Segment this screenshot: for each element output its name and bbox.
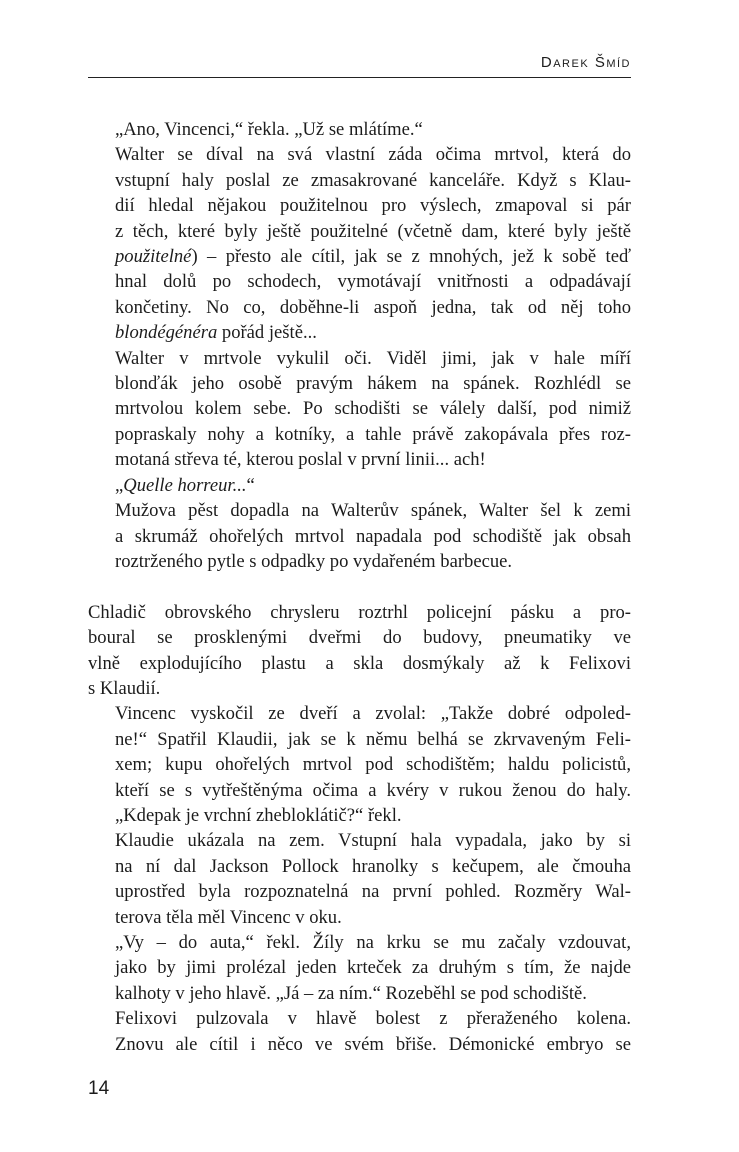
paragraph	[88, 346, 631, 473]
paragraph	[88, 1006, 631, 1057]
section-break	[88, 574, 631, 599]
body-text	[88, 117, 631, 1057]
text-line: vstupní haly poslal ze zmasakrované kanceláře. Když s Klau-	[115, 169, 631, 191]
text-line: jako by jimi prolézal jeden krteček za druhým s tím, že najde	[115, 957, 631, 979]
text-line: Mužova pěst dopadla na Walterův spánek, Walter šel k zemi	[115, 500, 631, 522]
paragraph	[88, 473, 631, 498]
text-line: „Ano, Vincenci,“ řekla. „Už se mlátíme.“	[115, 119, 423, 140]
header-rule	[88, 77, 631, 78]
paragraph	[88, 828, 631, 930]
text-line: Felixovi pulzovala v hlavě bolest z přeraženého kolena.	[115, 1008, 631, 1030]
text-line: s Klaudií.	[88, 677, 161, 699]
text-line: terova těla měl Vincenc v oku.	[115, 906, 342, 928]
text-line: roztrženého pytle s odpadky po vydařeném barbecue.	[115, 550, 513, 572]
text-line: Klaudie ukázala na zem. Vstupní hala vypadala, jako by si	[115, 830, 631, 852]
text-line: z těch, které byly ještě použitelné (včetně dam, které byly ještě	[115, 220, 631, 242]
paragraph	[88, 600, 631, 702]
paragraph	[88, 117, 631, 142]
text-fragment: “	[246, 474, 255, 496]
text-line: Walter v mrtvole vykulil oči. Viděl jimi, jak v hale míří	[115, 347, 631, 369]
text-line: vlně explodujícího plastu a skla dosmýkaly až k Felixovi	[88, 652, 631, 674]
paragraph	[88, 930, 631, 1006]
text-line: kteří se s vytřeštěnýma očima a kvéry v rukou ženou do haly.	[115, 779, 631, 801]
page-number: 14	[88, 1078, 110, 1099]
text-line: xem; kupu ohořelých mrtvol pod schodištěm; haldu policistů,	[115, 754, 631, 776]
text-line: Walter se díval na svá vlastní záda očima mrtvol, která do	[115, 144, 631, 166]
text-line: na ní dal Jackson Pollock hranolky s kečupem, ale čmouha	[115, 855, 631, 877]
paragraph	[88, 498, 631, 574]
paragraph	[88, 142, 631, 345]
text-line: „Vy – do auta,“ řekl. Žíly na krku se mu začaly vzdouvat,	[115, 931, 631, 953]
text-fragment: ) – přesto ale cítil, jak se z mnohých, jež k sobě teď	[191, 246, 631, 268]
text-line: „Kdepak je vrchní zhebloklátič?“ řekl.	[115, 804, 402, 826]
text-line: hnal dolů po schodech, vymotávají vnitřnosti a odpadávají	[115, 271, 631, 293]
text-line: Znovu ale cítil i něco ve svém břiše. Démonické embryo se	[115, 1033, 631, 1055]
text-line: blonďák jeho osobě pravým hákem na spánek. Rozhlédl se	[115, 373, 631, 395]
text-line: boural se prosklenými dveřmi do budovy, pneumatiky ve	[88, 627, 631, 649]
text-fragment: „	[115, 474, 124, 496]
text-line	[88, 320, 631, 345]
italic-word: Quelle horreur...	[123, 474, 247, 496]
text-line: motaná střeva té, kterou poslal v první linii... ach!	[115, 449, 486, 471]
text-line: mrtvolou kolem sebe. Po schodišti se válely další, pod nimiž	[115, 398, 631, 420]
italic-word: použitelné	[115, 246, 192, 268]
text-line	[88, 244, 631, 269]
text-line: Chladič obrovského chrysleru roztrhl policejní pásku a pro-	[88, 601, 631, 623]
running-head-author: Darek Šmíd	[540, 54, 631, 71]
text-line: popraskaly nohy a kotníky, a tahle právě zakopávala přes roz-	[115, 423, 631, 445]
text-line: ne!“ Spatřil Klaudii, jak se k němu belhá se zkrvaveným Feli-	[115, 728, 631, 750]
italic-word: blondégénéra	[115, 322, 218, 344]
text-line: končetiny. No co, doběhne-li aspoň jedna, tak od něj toho	[115, 296, 631, 318]
text-line: uprostřed byla rozpoznatelná na první pohled. Rozměry Wal-	[115, 881, 631, 903]
paragraph	[88, 701, 631, 828]
text-fragment: pořád ještě...	[217, 322, 317, 344]
text-line	[88, 473, 631, 498]
text-line: dií hledal nějakou použitelnou pro výslech, zmapoval si pár	[115, 195, 631, 217]
text-line: Vincenc vyskočil ze dveří a zvolal: „Takže dobré odpoled-	[115, 703, 631, 725]
text-line: kalhoty v jeho hlavě. „Já – za ním.“ Rozeběhl se pod schodiště.	[115, 982, 587, 1004]
text-line: a skrumáž ohořelých mrtvol napadala pod schodiště jak obsah	[115, 525, 631, 547]
